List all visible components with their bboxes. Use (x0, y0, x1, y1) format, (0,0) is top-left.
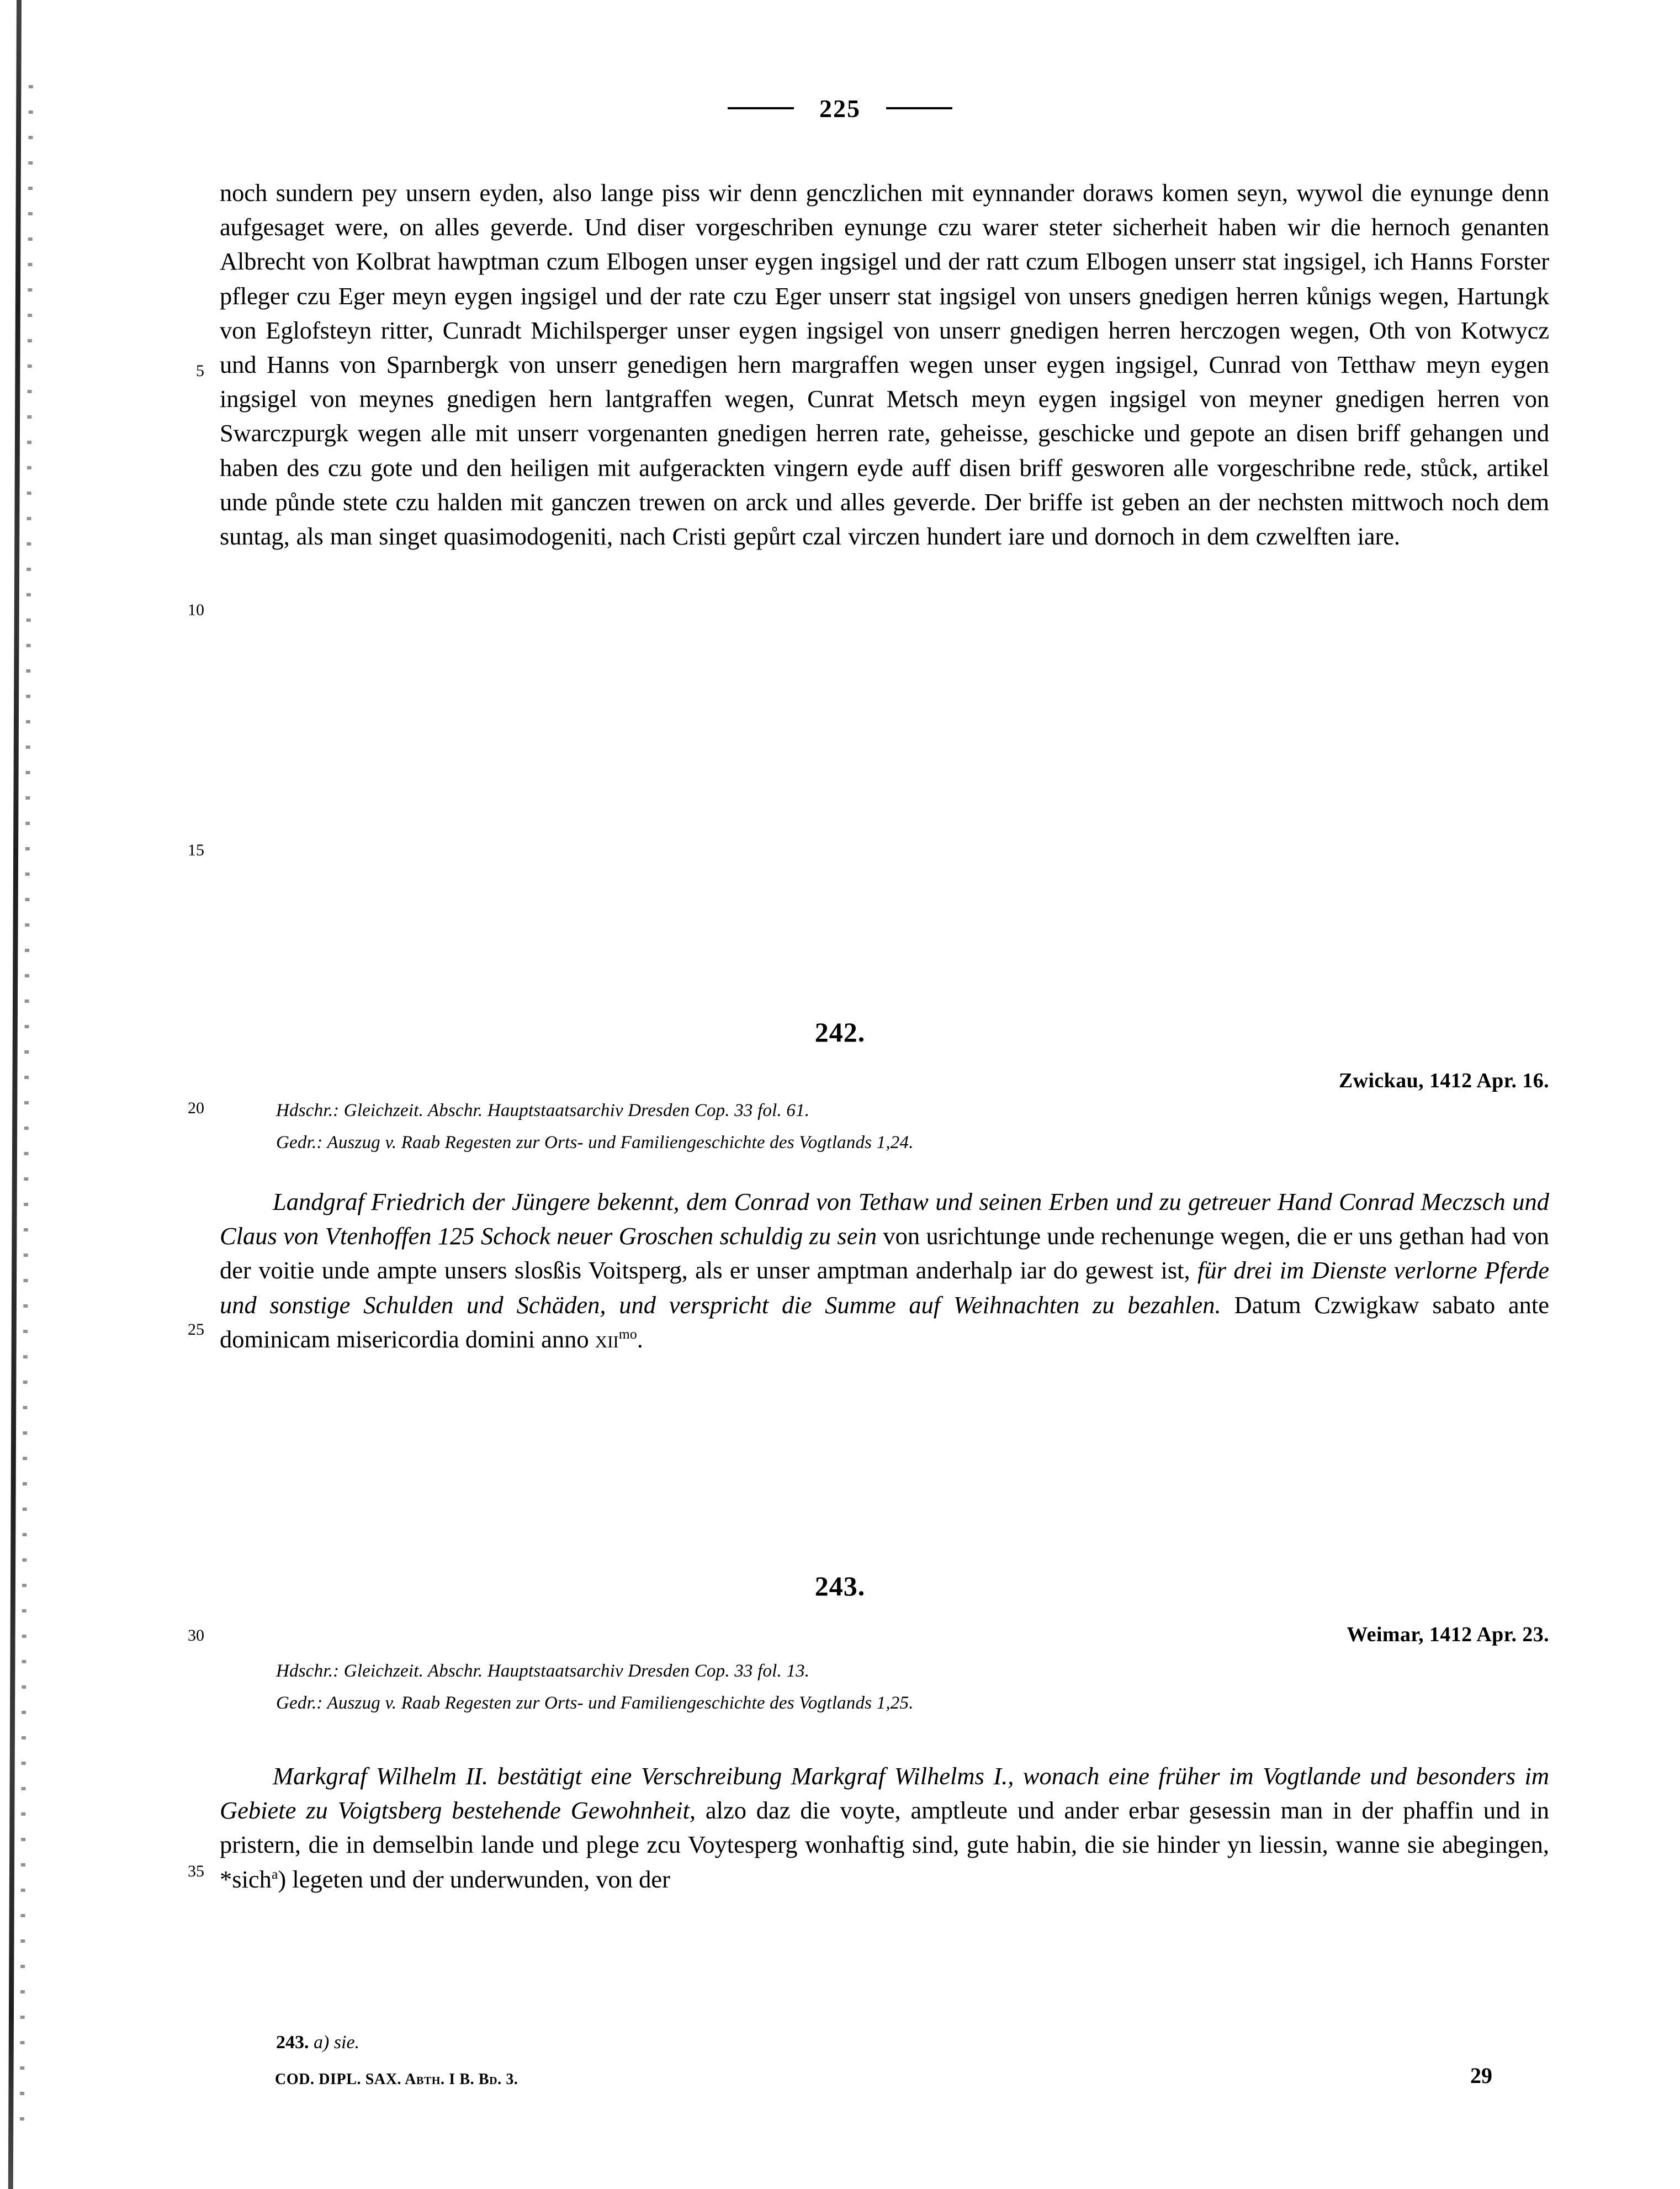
regest-243-quote-roman: alzo daz die voyte, amptleute und ander erbar gesessin man in der phaffin und in pristern, die in demselbin lande und plege zcu Voytesperg wonhaftig sind, gute habin, die sie hinder yn liessin, wanne sie abegingen, *sich (220, 1796, 1549, 1893)
entry-242-source-gedr: Gedr.: Auszug v. Raab Regesten zur Orts- und Familiengeschichte des Vogtlands 1,24. (276, 1133, 914, 1152)
header-rule-left (728, 107, 794, 109)
regest-242-final-period: . (637, 1325, 643, 1353)
regest-243-summary-italic: Markgraf Wilhelm II. bestätigt eine Verschreibung Markgraf Wilhelms I., wonach eine früher im Vogtlande und besonders im Gebiete zu Voigtsberg bestehende Gewohnheit, (220, 1762, 1549, 1825)
line-number-10: 10 (188, 601, 204, 619)
regest-242-datum-roman: Datum Czwigkaw sabato ante dominicam misericordia domini anno (220, 1291, 1549, 1353)
regest-242-quote-roman: von usrichtunge unde rechenunge wegen, die er uns gethan had von der voitie unde ampte unsers slosßis Voitsperg, als er unser amptman anderhalp iar do gewest ist, (220, 1222, 1550, 1284)
entry-242-regest-text (220, 1185, 1549, 1356)
regest-243-footnote-marker: a (271, 1865, 278, 1882)
entry-243-number: 243. (814, 1571, 866, 1601)
footnote-entry-number: 243. (276, 2032, 309, 2053)
line-number-30: 30 (188, 1626, 204, 1645)
page-header (0, 94, 1680, 123)
entry-243-source-hdschr: Hdschr.: Gleichzeit. Abschr. Hauptstaatsarchiv Dresden Cop. 33 fol. 13. (276, 1661, 810, 1681)
page-number: 225 (819, 94, 861, 123)
line-number-5: 5 (196, 362, 204, 380)
entry-243-dateline: Weimar, 1412 Apr. 23. (1347, 1623, 1549, 1646)
sheet-signature-number: 29 (1470, 2063, 1492, 2088)
charter-continuation-text (220, 176, 1549, 553)
entry-243-regest (220, 1759, 1549, 1896)
entry-242-source-hdschr: Hdschr.: Gleichzeit. Abschr. Hauptstaatsarchiv Dresden Cop. 33 fol. 61. (276, 1101, 810, 1120)
line-number-25: 25 (188, 1320, 204, 1339)
line-number-20: 20 (188, 1099, 204, 1117)
header-rule-right (886, 107, 952, 109)
line-number-15: 15 (188, 841, 204, 859)
entry-242-number: 242. (814, 1017, 866, 1048)
regest-242-summary-italic: Landgraf Friedrich der Jüngere bekennt, dem Conrad von Tethaw und seinen Erben und zu getreuer Hand Conrad Meczsch und Claus von Vtenhoffen 125 Schock neuer Groschen schuldig zu sein (220, 1188, 1549, 1250)
entry-243-regest-text (220, 1759, 1549, 1896)
running-foot-text: COD. DIPL. SAX. Abth. I B. Bd. 3. (275, 2071, 518, 2088)
running-foot (275, 2071, 518, 2088)
footnote-apparatus (276, 2032, 359, 2053)
charter-paragraph: noch sundern pey unsern eyden, also lange piss wir denn genczlichen mit eynnander doraws komen seyn, wywol die eynunge denn aufgesaget were, on alles geverde. Und diser vorgeschriben eynunge czu warer steter sicherheit haben wir die hernoch genanten Albrecht von Kolbrat hawptman czum Elbogen unser eygen ingsigel und der ratt czum Elbogen unserr stat ingsigel, ich Hanns Forster pfleger czu Eger meyn eygen ingsigel und der rate czu Eger unserr stat ingsigel von unsers gnedigen herren kůnigs wegen, Hartungk von Eglofsteyn ritter, Cunradt Michilsperger unser eygen ingsigel von unserr gnedigen herren herczogen wegen, Oth von Kotwycz und Hanns von Sparnbergk von unserr genedigen hern margraffen wegen unser eygen ingsigel, Cunrad von Tetthaw meyn eygen ingsigel von meynes gnedigen hern lantgraffen wegen, Cunrat Metsch meyn eygen ingsigel von meyner gnedigen herren von Swarczpurgk wegen alle mit unserr vorgenanten gnedigen herren rate, geheisse, geschicke und gepote an disen briff gehangen und haben des czu gote und den heiligen mit aufgerackten vingern eyde auff disen briff gesworen alle vorgeschribne rede, stůck, artikel unde půnde stete czu halden mit ganczen trewen on arck und alles geverde. Der briffe ist geben an der nechsten mittwoch noch dem suntag, als man singet quasimodogeniti, nach Cristi gepůrt czal virczen hundert iare und dornoch in dem czwelften iare. (220, 179, 1549, 551)
regest-242-summary-italic-2: für drei im Dienste verlorne Pferde und sonstige Schulden und Schäden, und verspricht die Summe auf Weihnachten zu bezahlen. (220, 1256, 1549, 1319)
regest-242-roman-numeral: xii (595, 1325, 619, 1353)
entry-242-dateline: Zwickau, 1412 Apr. 16. (1338, 1069, 1549, 1092)
line-number-35: 35 (188, 1862, 204, 1880)
scan-binding-edge (8, 0, 22, 2189)
entry-243-source-gedr: Gedr.: Auszug v. Raab Regesten zur Orts- und Familiengeschichte des Vogtlands 1,25. (276, 1693, 914, 1713)
scan-speckle-artifacts (20, 77, 33, 2121)
entry-242-regest (220, 1185, 1549, 1356)
footnote-text: a) sie. (309, 2032, 360, 2053)
regest-243-quote-roman-2: ) legeten und der underwunden, von der (278, 1865, 670, 1893)
regest-242-ordinal-suffix: mo (618, 1325, 637, 1342)
